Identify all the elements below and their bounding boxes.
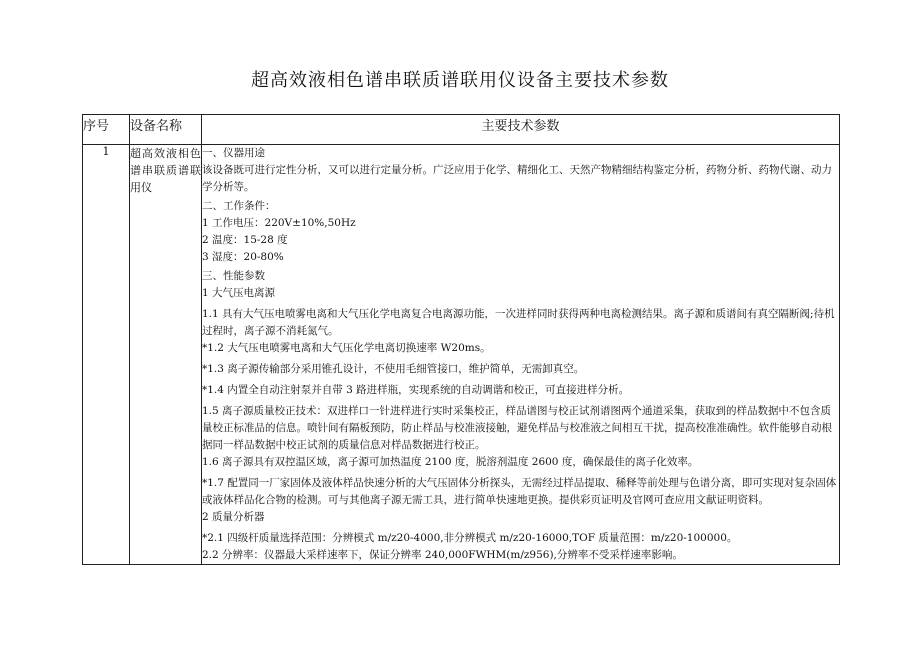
params-humidity: 3 湿度：20-80% xyxy=(202,251,284,263)
spec-table xyxy=(82,114,840,565)
params-item-1-1: 1.1 具有大气压电喷雾电离和大气压化学电离复合电离源功能，一次进样同时获得两种电离检测结果。离子源和质谱间有真空隔断阀;待机过程时，离子源不消耗氮气。 xyxy=(202,308,835,337)
params-item-1-2: *1.2 大气压电喷雾电离和大气压化学电离切换速率 W20ms。 xyxy=(202,342,491,354)
params-item-2-1: *2.1 四级杆质量选择范围：分辨模式 m/z20-4000,非分辨模式 m/z20-16000,TOF 质量范围：m/z20-100000。 xyxy=(202,532,738,544)
params-mass-analyzer-heading: 2 质量分析器 xyxy=(202,511,265,523)
params-ion-source-heading: 1 大气压电离源 xyxy=(202,287,276,299)
table-row xyxy=(83,145,840,565)
row-equipment-name: 超高效液相色谱串联质谱联用仪 xyxy=(130,145,202,565)
header-name: 设备名称 xyxy=(130,115,202,145)
params-heading-conditions: 二、工作条件： xyxy=(202,200,276,212)
params-heading-performance: 三、性能参数 xyxy=(202,270,265,282)
params-item-1-6: 1.6 离子源具有双控温区域，离子源可加热温度 2100 度，脱溶剂温度 2600 度，确保最佳的离子化效率。 xyxy=(202,456,699,468)
params-usage-text: 该设备既可进行定性分析，又可以进行定量分析。广泛应用于化学、精细化工、天然产物精细结构鉴定分析，药物分析、药物代谢、动力学分析等。 xyxy=(202,164,832,193)
header-row xyxy=(83,115,840,145)
params-item-1-5: 1.5 离子源质量校正技术：双进样口一针进样进行实时采集校正，样品谱图与校正试剂谱图两个通道采集，获取到的样品数据中不包含质量校正标准品的信息。喷针间有隔板预防，防止样品与校准液接触，避免样品与校准液之间相互干扰，提高校准准确性。软件能够自动根据同一样品数据中校正试剂的质量信息对样品数据进行校正。 xyxy=(202,405,832,451)
params-item-1-3: *1.3 离子源传输部分采用锥孔设计，不使用毛细管接口，维护简单，无需卸真空。 xyxy=(202,363,585,375)
row-params xyxy=(202,145,840,565)
document-title: 超高效液相色谱串联质谱联用仪设备主要技术参数 xyxy=(251,70,669,91)
params-item-1-4: *1.4 内置全自动注射泵并自带 3 路进样瓶，实现系统的自动调谐和校正，可直接进样分析。 xyxy=(202,384,630,396)
row-no: 1 xyxy=(83,145,130,565)
params-heading-usage: 一、仪器用途 xyxy=(202,147,265,159)
params-item-2-2: 2.2 分辨率：仪器最大采样速率下，保证分辨率 240,000FWHM(m/z956),分辨率不受采样速率影响。 xyxy=(202,549,683,561)
params-item-1-7: *1.7 配置同一厂家固体及液体样品快速分析的大气压固体分析探头，无需经过样品提取、稀释等前处理与色谱分离，即可实现对复杂固体或液体样品化合物的检测。可与其他离子源无需工具，进行简单快速地更换。提供彩页证明及官网可查应用文献证明资料。 xyxy=(202,477,837,506)
params-voltage: 1 工作电压：220V±10%,50Hz xyxy=(202,217,356,229)
header-no: 序号 xyxy=(83,115,130,145)
params-temperature: 2 温度：15-28 度 xyxy=(202,234,288,246)
header-params: 主要技术参数 xyxy=(202,115,840,145)
